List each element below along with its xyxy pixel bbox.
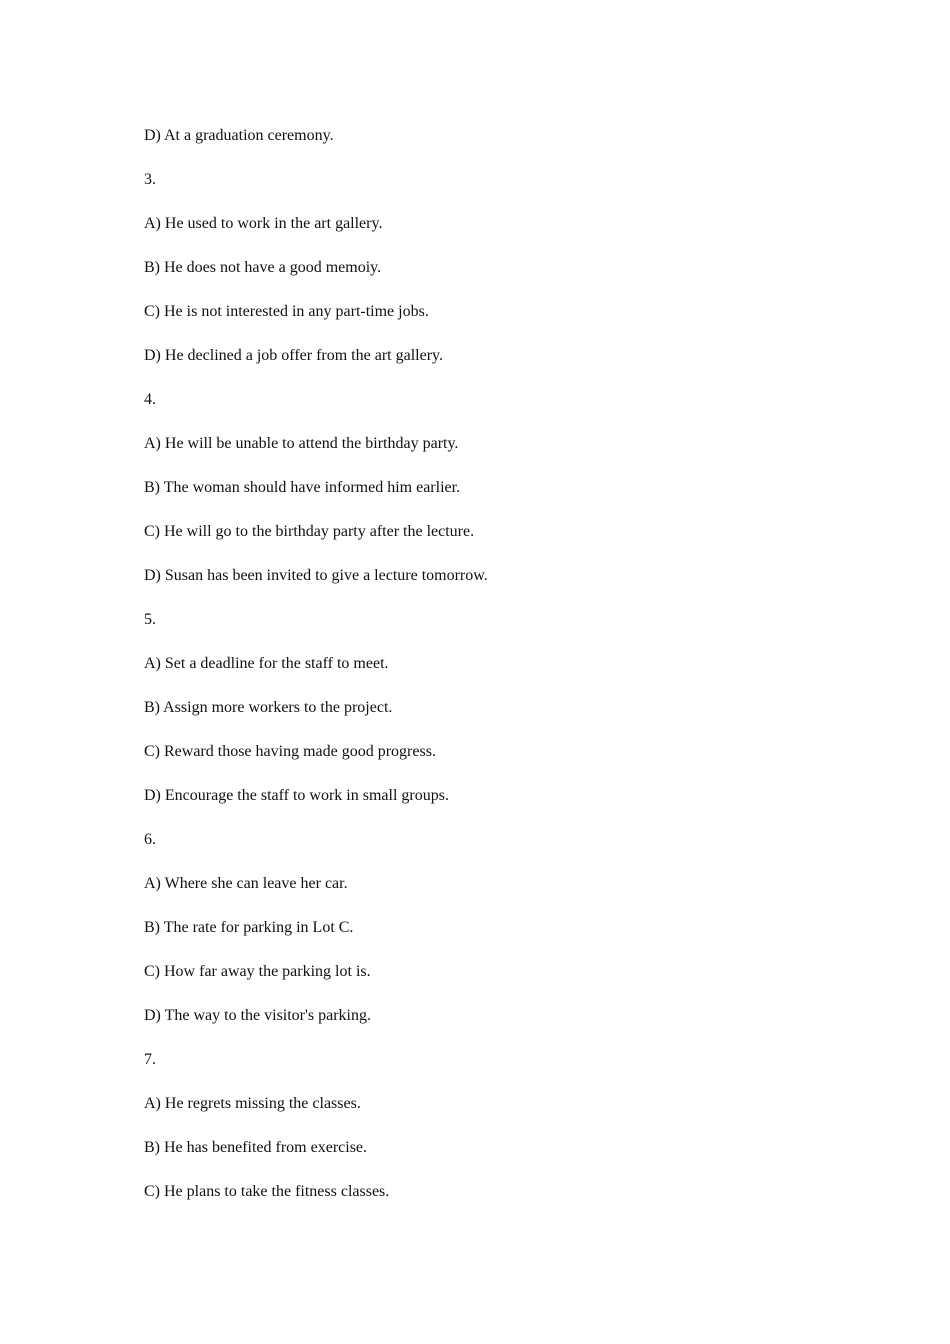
answer-option: A) He regrets missing the classes.: [144, 1095, 361, 1112]
question-number: 7.: [144, 1051, 156, 1068]
answer-option: B) He does not have a good memoiy.: [144, 259, 382, 276]
answer-option: D) Encourage the staff to work in small groups.: [144, 787, 449, 804]
question-list: [144, 125, 844, 1225]
answer-option: D) The way to the visitor's parking.: [144, 1007, 371, 1024]
answer-option: D) Susan has been invited to give a lecture tomorrow.: [144, 567, 488, 584]
answer-option: B) Assign more workers to the project.: [144, 699, 393, 716]
answer-option: B) The woman should have informed him earlier.: [144, 479, 461, 496]
answer-option: B) The rate for parking in Lot C.: [144, 919, 354, 936]
answer-option: A) Set a deadline for the staff to meet.: [144, 655, 389, 672]
answer-option: C) He plans to take the fitness classes.: [144, 1183, 390, 1200]
answer-option: B) He has benefited from exercise.: [144, 1139, 368, 1156]
answer-option: A) He used to work in the art gallery.: [144, 215, 383, 232]
question-number: 3.: [144, 171, 156, 188]
answer-option: A) He will be unable to attend the birthday party.: [144, 435, 459, 452]
question-number: 6.: [144, 831, 156, 848]
answer-option: C) He will go to the birthday party after the lecture.: [144, 523, 475, 540]
answer-option: C) He is not interested in any part-time jobs.: [144, 303, 429, 320]
answer-option: A) Where she can leave her car.: [144, 875, 348, 892]
question-number: 4.: [144, 391, 156, 408]
answer-option: D) He declined a job offer from the art gallery.: [144, 347, 443, 364]
answer-option: C) Reward those having made good progress.: [144, 743, 436, 760]
answer-option: C) How far away the parking lot is.: [144, 963, 371, 980]
question-number: 5.: [144, 611, 156, 628]
answer-option: D) At a graduation ceremony.: [144, 127, 334, 144]
